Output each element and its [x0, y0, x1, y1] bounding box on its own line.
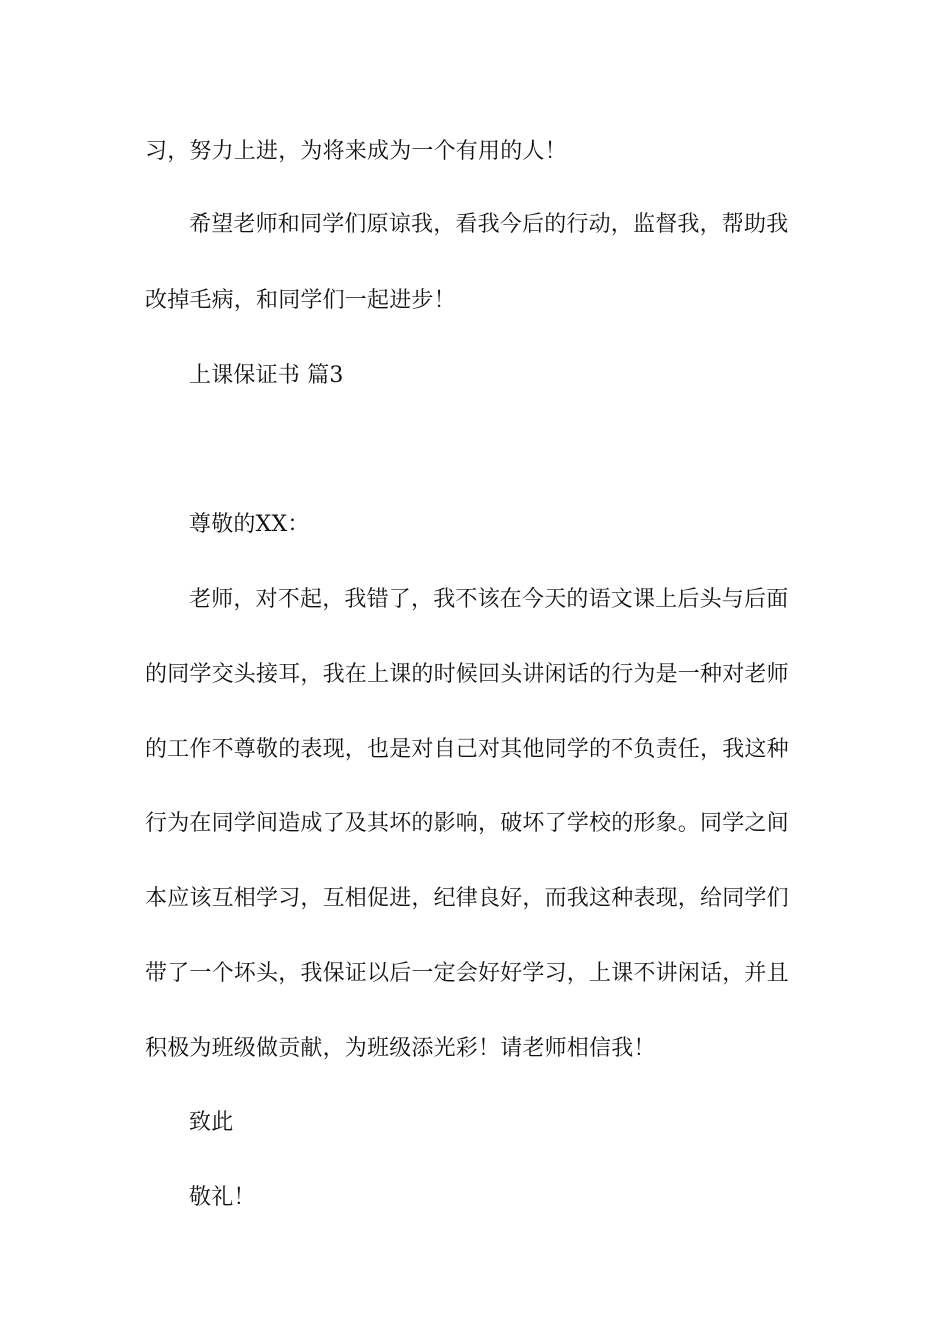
paragraph-line: 习，努力上进，为将来成为一个有用的人！ [145, 139, 567, 164]
paragraph-line: 带了一个坏头，我保证以后一定会好好学习，上课不讲闲话，并且 [145, 961, 789, 986]
paragraph-line: 改掉毛病，和同学们一起进步！ [145, 288, 456, 313]
closing-line: 致此 [189, 1110, 234, 1135]
paragraph-line: 行为在同学间造成了及其坏的影响，破坏了学校的形象。同学之间 [145, 811, 789, 836]
paragraph-line: 的工作不尊敬的表现，也是对自己对其他同学的不负责任，我这种 [145, 737, 789, 762]
salutation: 尊敬的XX： [189, 512, 310, 537]
closing-salute: 敬礼！ [189, 1185, 256, 1210]
paragraph-line: 积极为班级做贡献，为班级添光彩！请老师相信我！ [145, 1036, 656, 1061]
paragraph-line: 老师，对不起，我错了，我不该在今天的语文课上后头与后面 [189, 587, 789, 612]
paragraph-line: 的同学交头接耳，我在上课的时候回头讲闲话的行为是一种对老师 [145, 662, 789, 687]
paragraph-line: 本应该互相学习，互相促进，纪律良好，而我这种表现，给同学们 [145, 886, 789, 911]
section-heading: 上课保证书 篇3 [189, 363, 344, 388]
paragraph-line: 希望老师和同学们原谅我，看我今后的行动，监督我，帮助我 [189, 212, 789, 237]
